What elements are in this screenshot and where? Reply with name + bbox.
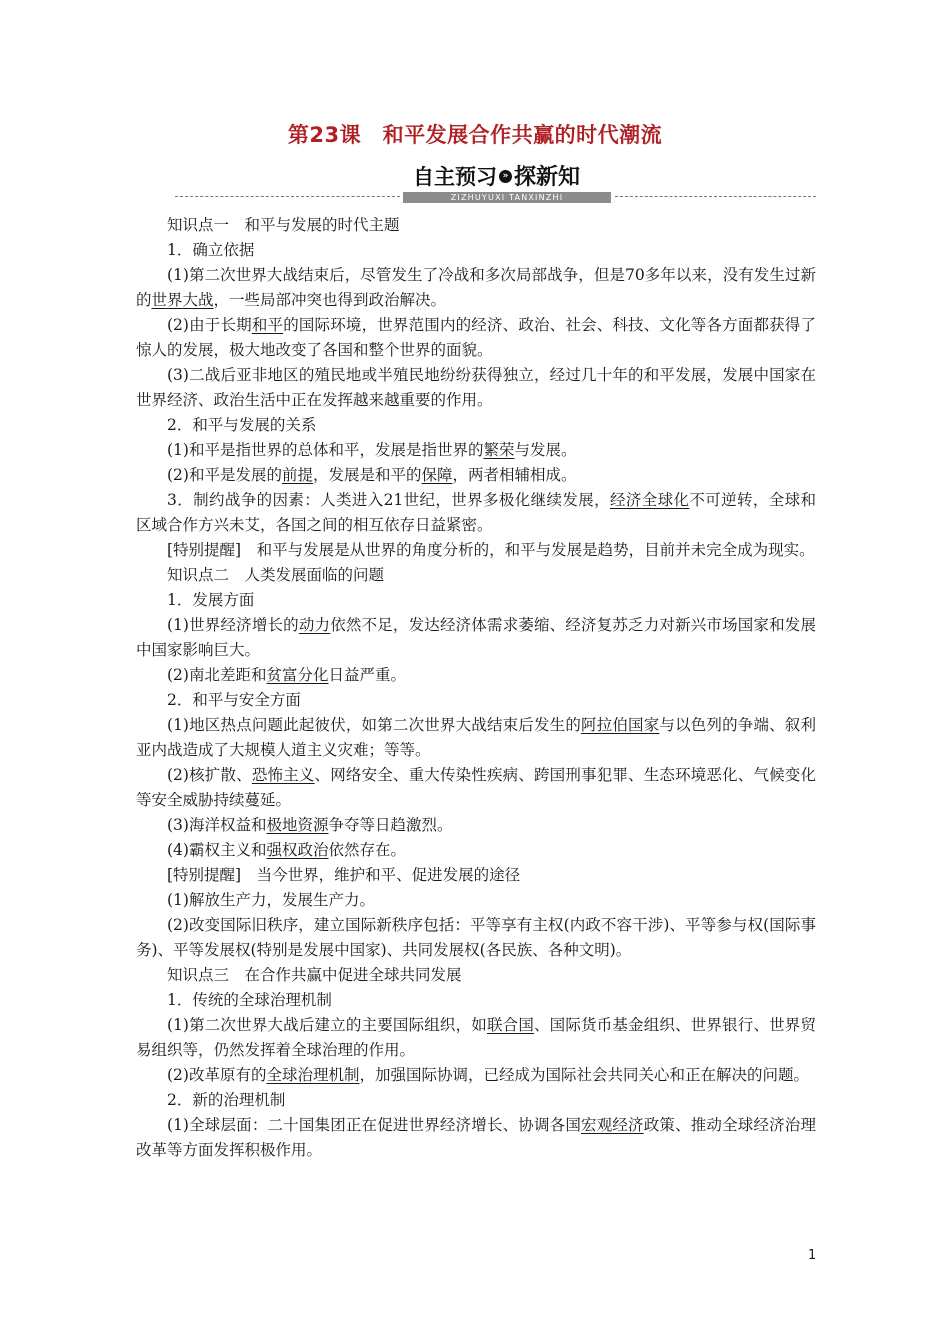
banner-divider-right [615,196,816,197]
paragraph [136,1013,816,1063]
underlined-answer: 贫富分化 [266,666,329,684]
text-run: 知识点三 在合作共赢中促进全球共同发展 [167,966,462,984]
text-run: 与发展。 [514,441,577,459]
document-body [136,213,816,1163]
text-run: 1．确立依据 [167,241,255,259]
text-run: (1)和平是指世界的总体和平，发展是指世界的 [167,441,484,459]
text-run: 1．发展方面 [167,591,255,609]
underlined-answer: 恐怖主义 [251,766,315,784]
underlined-answer: 经济全球化 [610,491,690,509]
underlined-answer: 动力 [298,616,331,634]
text-run: 依然不足，发达经济体需求萎缩、经济复苏乏力对新兴市场国家和发展中国家影响巨大。 [136,616,816,659]
paragraph [136,313,816,363]
text-run: (1)全球层面：二十国集团正在促进世界经济增长、协调各国 [167,1116,582,1134]
paragraph [136,663,816,688]
text-run: 的国际环境，世界范围内的经济、政治、社会、科技、文化等各方面都获得了惊人的发展，极大地改变了各国和整个世界的面貌。 [136,316,816,359]
paragraph [136,988,816,1013]
paragraph [136,238,816,263]
banner-right-text: 探新知 [514,165,581,190]
text-run: ，加强国际协调，已经成为国际社会共同关心和正在解决的问题。 [359,1066,809,1084]
page-number: 1 [808,1248,817,1263]
paragraph [136,688,816,713]
paragraph [136,888,816,913]
paragraph [136,613,816,663]
underlined-answer: 世界大战 [151,291,214,309]
text-run: 依然存在。 [328,841,406,859]
paragraph [136,588,816,613]
text-run: (1)解放生产力，发展生产力。 [167,891,375,909]
text-run: (2)核扩散、 [167,766,252,784]
paragraph [136,1088,816,1113]
text-run: ，发展是和平的 [312,466,422,484]
paragraph [136,913,816,963]
text-run: 1．传统的全球治理机制 [167,991,332,1009]
text-run: (3)二战后亚非地区的殖民地或半殖民地纷纷获得独立，经过几十年的和平发展，发展中国家在世界经济、政治生活中正在发挥越来越重要的作用。 [136,366,816,409]
text-run: 政策、推动全球经济治理改革等方面发挥积极作用。 [136,1116,816,1159]
paragraph [136,963,816,988]
text-run: ，两者相辅相成。 [452,466,577,484]
text-run: (3)海洋权益和 [167,816,267,834]
underlined-answer: 联合国 [486,1016,534,1034]
text-run: 2．和平与安全方面 [167,691,301,709]
text-run: [特别提醒] 当今世界，维护和平、促进发展的途径 [167,866,521,884]
text-run: 、国际货币基金组织、世界银行、世界贸易组织等，仍然发挥着全球治理的作用。 [136,1016,816,1059]
text-run: (1)地区热点问题此起彼伏，如第二次世界大战结束后发生的 [167,716,582,734]
text-run: 不可逆转，全球和区域合作方兴未艾，各国之间的相互依存日益紧密。 [136,491,816,534]
paragraph [136,488,816,538]
text-run: 与以色列的争端、叙利亚内战造成了大规模人道主义灾难；等等。 [136,716,816,759]
text-run: ，一些局部冲突也得到政治解决。 [213,291,447,309]
underlined-answer: 保障 [421,466,453,484]
lesson-title: 第23课 和平发展合作共赢的时代潮流 [287,123,663,147]
text-run: 3．制约战争的因素：人类进入21世纪，世界多极化继续发展， [167,491,610,509]
text-run: (1)世界经济增长的 [167,616,299,634]
underlined-answer: 和平 [251,316,284,334]
text-run: (4)霸权主义和 [167,841,267,859]
underlined-answer: 前提 [281,466,313,484]
paragraph [136,438,816,463]
banner-heading [413,162,580,192]
text-run: 、网络安全、重大传染性疾病、跨国刑事犯罪、生态环境恶化、气候变化等安全威胁持续蔓延。 [136,766,816,809]
paragraph [136,263,816,313]
paragraph [136,1063,816,1088]
text-run: (2)南北差距和 [167,666,267,684]
text-run: 2．和平与发展的关系 [167,416,317,434]
paragraph [136,563,816,588]
underlined-answer: 宏观经济 [581,1116,644,1134]
paragraph [136,463,816,488]
text-run: (2)由于长期 [167,316,252,334]
underlined-answer: 阿拉伯国家 [581,716,660,734]
text-run: (2)改变国际旧秩序，建立国际新秩序包括：平等享有主权(内政不容干涉)、平等参与权(国际事务)、平等发展权(特别是发展中国家)、共同发展权(各民族、各种文明)。 [136,916,816,959]
paragraph [136,538,816,563]
underlined-answer: 繁荣 [483,441,515,459]
text-run: (2)和平是发展的 [167,466,282,484]
text-run: (1)第二次世界大战结束后，尽管发生了冷战和多次局部战争，但是70多年以来，没有发生过新的 [136,266,816,309]
banner-divider-left [175,196,400,197]
paragraph [136,713,816,763]
paragraph [136,363,816,413]
paragraph [136,863,816,888]
paragraph [136,763,816,813]
text-run: (1)第二次世界大战后建立的主要国际组织，如 [167,1016,487,1034]
banner-subtitle: ZIZHUYUXI TANXINZHI [403,192,611,203]
text-run: 知识点二 人类发展面临的问题 [167,566,385,584]
paragraph [136,1113,816,1163]
banner-left-text: 自主预习 [413,165,497,189]
banner-arrow-icon: » [499,170,512,183]
text-run: 知识点一 和平与发展的时代主题 [167,216,400,234]
text-run: 争夺等日趋激烈。 [328,816,453,834]
paragraph [136,838,816,863]
text-run: [特别提醒] 和平与发展是从世界的角度分析的，和平与发展是趋势，目前并未完全成为现实。 [167,541,815,559]
paragraph [136,213,816,238]
paragraph [136,413,816,438]
section-banner [175,162,816,202]
underlined-answer: 全球治理机制 [266,1066,360,1084]
underlined-answer: 极地资源 [266,816,329,834]
text-run: (2)改革原有的 [167,1066,267,1084]
text-run: 日益严重。 [328,666,406,684]
paragraph [136,813,816,838]
text-run: 2．新的治理机制 [167,1091,286,1109]
underlined-answer: 强权政治 [266,841,329,859]
